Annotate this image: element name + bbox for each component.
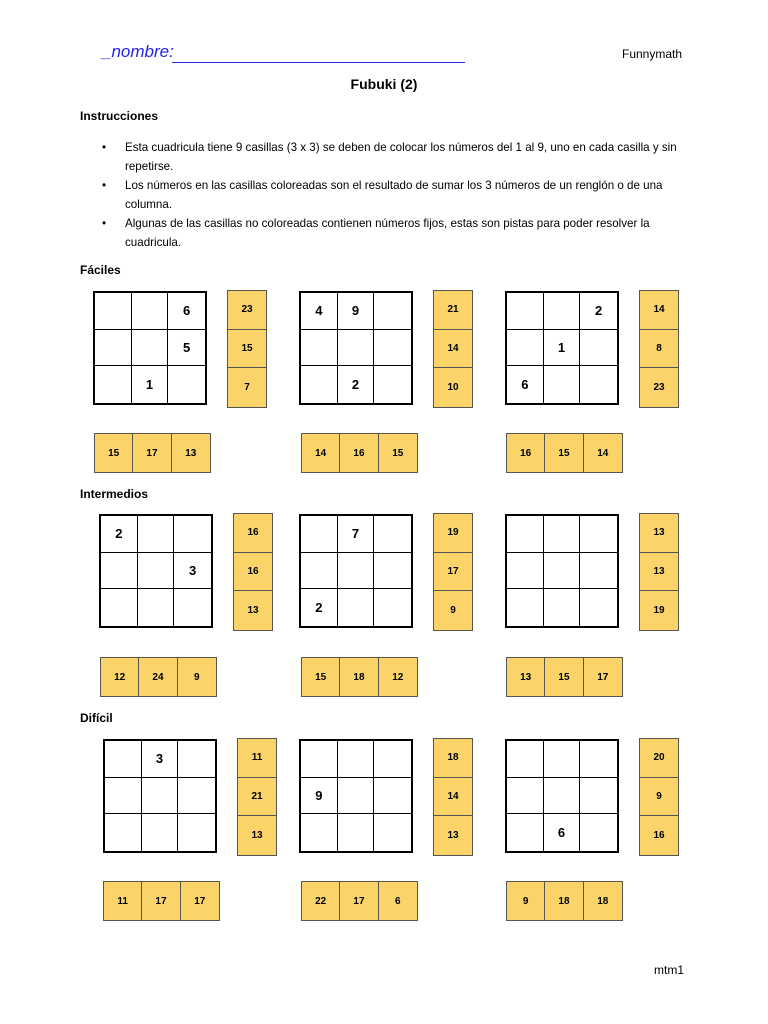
column-sum-box: 15 [379, 434, 417, 472]
grid-cell[interactable] [301, 330, 338, 367]
grid-cell[interactable] [178, 778, 215, 815]
column-sums [301, 881, 418, 921]
row-sum-box: 15 [228, 330, 266, 369]
grid-cell[interactable]: 3 [142, 741, 179, 778]
grid-cell[interactable]: 6 [507, 366, 544, 403]
grid-cell[interactable] [178, 814, 215, 851]
column-sum-box: 6 [379, 882, 417, 920]
column-sum-box: 17 [133, 434, 171, 472]
grid-cell[interactable] [338, 330, 375, 367]
grid-cell[interactable] [178, 741, 215, 778]
grid-cell[interactable] [374, 814, 411, 851]
puzzle-grid [299, 739, 413, 853]
grid-cell[interactable]: 7 [338, 516, 375, 553]
row-sum-box: 7 [228, 368, 266, 407]
grid-cell[interactable] [142, 814, 179, 851]
column-sum-box: 16 [507, 434, 545, 472]
row-sum-box: 13 [238, 816, 276, 855]
column-sum-box: 17 [584, 658, 622, 696]
grid-cell[interactable]: 1 [132, 366, 169, 403]
grid-cell[interactable]: 4 [301, 293, 338, 330]
row-sums [433, 738, 473, 856]
row-sum-box: 21 [238, 778, 276, 817]
puzzle-grid [299, 514, 413, 628]
column-sums [301, 657, 418, 697]
grid-cell[interactable] [507, 589, 544, 626]
column-sum-box: 9 [507, 882, 545, 920]
row-sums [433, 290, 473, 408]
grid-cell[interactable] [132, 330, 169, 367]
grid-cell[interactable] [507, 778, 544, 815]
column-sum-box: 13 [172, 434, 210, 472]
grid-cell[interactable]: 6 [168, 293, 205, 330]
column-sum-box: 17 [181, 882, 219, 920]
row-sums [233, 513, 273, 631]
row-sum-box: 23 [640, 368, 678, 407]
grid-cell[interactable] [507, 516, 544, 553]
grid-cell[interactable]: 2 [301, 589, 338, 626]
grid-cell[interactable]: 3 [174, 553, 211, 590]
grid-cell[interactable] [338, 553, 375, 590]
name-label: _nombre: [102, 42, 174, 61]
grid-cell[interactable] [544, 741, 581, 778]
column-sum-box: 24 [139, 658, 177, 696]
section-heading: Intermedios [80, 487, 149, 501]
row-sum-box: 16 [640, 816, 678, 855]
footer-code: mtm1 [654, 963, 684, 977]
instruction-item: • Algunas de las casillas no coloreadas contienen números fijos, estas son pistas para poder resolver la cuadricula. [80, 214, 690, 252]
grid-cell[interactable] [374, 553, 411, 590]
row-sum-box: 13 [434, 816, 472, 855]
grid-cell[interactable] [580, 778, 617, 815]
grid-cell[interactable] [580, 589, 617, 626]
grid-cell[interactable] [544, 293, 581, 330]
column-sums [103, 881, 220, 921]
grid-cell[interactable] [101, 553, 138, 590]
column-sum-box: 13 [507, 658, 545, 696]
grid-cell[interactable] [507, 814, 544, 851]
grid-cell[interactable] [544, 589, 581, 626]
row-sum-box: 16 [234, 514, 272, 553]
name-underline [172, 62, 465, 63]
grid-cell[interactable] [374, 741, 411, 778]
puzzle-grid [505, 514, 619, 628]
grid-cell[interactable] [132, 293, 169, 330]
grid-cell[interactable] [301, 366, 338, 403]
column-sums [94, 433, 211, 473]
grid-cell[interactable] [338, 778, 375, 815]
grid-cell[interactable]: 2 [580, 293, 617, 330]
row-sum-box: 18 [434, 739, 472, 778]
row-sum-box: 17 [434, 553, 472, 592]
grid-cell[interactable] [544, 516, 581, 553]
section-heading: Difícil [80, 711, 113, 725]
grid-cell[interactable] [105, 814, 142, 851]
grid-cell[interactable] [544, 553, 581, 590]
row-sum-box: 14 [434, 330, 472, 369]
row-sum-box: 11 [238, 739, 276, 778]
grid-cell[interactable]: 9 [338, 293, 375, 330]
grid-cell[interactable]: 2 [338, 366, 375, 403]
grid-cell[interactable] [338, 741, 375, 778]
column-sum-box: 16 [340, 434, 378, 472]
column-sum-box: 14 [302, 434, 340, 472]
brand-label: Funnymath [622, 47, 683, 61]
grid-cell[interactable] [507, 293, 544, 330]
grid-cell[interactable] [580, 516, 617, 553]
grid-cell[interactable] [138, 589, 175, 626]
grid-cell[interactable]: 2 [101, 516, 138, 553]
grid-cell[interactable] [374, 293, 411, 330]
row-sums [433, 513, 473, 631]
grid-cell[interactable] [138, 553, 175, 590]
grid-cell[interactable] [95, 366, 132, 403]
row-sum-box: 14 [640, 291, 678, 330]
row-sum-box: 14 [434, 778, 472, 817]
column-sums [100, 657, 217, 697]
column-sum-box: 18 [340, 658, 378, 696]
row-sum-box: 9 [434, 591, 472, 630]
instructions-list [80, 138, 690, 252]
row-sums [227, 290, 267, 408]
column-sum-box: 15 [545, 658, 583, 696]
grid-cell[interactable] [301, 814, 338, 851]
grid-cell[interactable] [101, 589, 138, 626]
grid-cell[interactable]: 1 [544, 330, 581, 367]
grid-cell[interactable] [95, 330, 132, 367]
row-sum-box: 23 [228, 291, 266, 330]
row-sums [237, 738, 277, 856]
row-sum-box: 19 [640, 591, 678, 630]
row-sum-box: 19 [434, 514, 472, 553]
grid-cell[interactable] [105, 778, 142, 815]
puzzle-grid [505, 739, 619, 853]
grid-cell[interactable] [95, 293, 132, 330]
column-sum-box: 12 [379, 658, 417, 696]
grid-cell[interactable]: 5 [168, 330, 205, 367]
puzzle-grid [505, 291, 619, 405]
grid-cell[interactable] [142, 778, 179, 815]
row-sum-box: 21 [434, 291, 472, 330]
grid-cell[interactable] [580, 553, 617, 590]
column-sum-box: 17 [340, 882, 378, 920]
grid-cell[interactable] [374, 589, 411, 626]
grid-cell[interactable] [374, 778, 411, 815]
grid-cell[interactable] [301, 741, 338, 778]
row-sum-box: 8 [640, 330, 678, 369]
row-sums [639, 513, 679, 631]
column-sum-box: 14 [584, 434, 622, 472]
grid-cell[interactable] [338, 589, 375, 626]
column-sums [506, 433, 623, 473]
column-sum-box: 22 [302, 882, 340, 920]
row-sum-box: 20 [640, 739, 678, 778]
puzzle-grid [93, 291, 207, 405]
grid-cell[interactable] [544, 778, 581, 815]
grid-cell[interactable] [580, 366, 617, 403]
column-sum-box: 12 [101, 658, 139, 696]
instruction-item: • Los números en las casillas coloreadas son el resultado de sumar los 3 números de un renglón o de una columna. [80, 176, 690, 214]
column-sum-box: 11 [104, 882, 142, 920]
grid-cell[interactable] [138, 516, 175, 553]
grid-cell[interactable] [301, 553, 338, 590]
row-sums [639, 738, 679, 856]
grid-cell[interactable]: 6 [544, 814, 581, 851]
column-sum-box: 15 [95, 434, 133, 472]
column-sums [301, 433, 418, 473]
column-sum-box: 15 [302, 658, 340, 696]
grid-cell[interactable] [174, 516, 211, 553]
row-sum-box: 13 [640, 514, 678, 553]
row-sum-box: 16 [234, 553, 272, 592]
grid-cell[interactable] [544, 366, 581, 403]
puzzle-grid [99, 514, 213, 628]
puzzle-grid [299, 291, 413, 405]
column-sums [506, 881, 623, 921]
column-sum-box: 9 [178, 658, 216, 696]
grid-cell[interactable] [580, 814, 617, 851]
row-sums [639, 290, 679, 408]
grid-cell[interactable] [580, 741, 617, 778]
column-sum-box: 18 [545, 882, 583, 920]
grid-cell[interactable]: 9 [301, 778, 338, 815]
row-sum-box: 13 [234, 591, 272, 630]
column-sum-box: 15 [545, 434, 583, 472]
grid-cell[interactable] [580, 330, 617, 367]
row-sum-box: 9 [640, 778, 678, 817]
grid-cell[interactable] [301, 516, 338, 553]
grid-cell[interactable] [374, 516, 411, 553]
grid-cell[interactable] [507, 553, 544, 590]
grid-cell[interactable] [374, 366, 411, 403]
grid-cell[interactable] [174, 589, 211, 626]
column-sum-box: 17 [142, 882, 180, 920]
grid-cell[interactable] [105, 741, 142, 778]
column-sums [506, 657, 623, 697]
row-sum-box: 13 [640, 553, 678, 592]
grid-cell[interactable] [168, 366, 205, 403]
column-sum-box: 18 [584, 882, 622, 920]
section-heading: Fáciles [80, 263, 121, 277]
grid-cell[interactable] [374, 330, 411, 367]
row-sum-box: 10 [434, 368, 472, 407]
page-title: Fubuki (2) [350, 76, 418, 92]
grid-cell[interactable] [507, 330, 544, 367]
grid-cell[interactable] [507, 741, 544, 778]
instruction-item: • Esta cuadricula tiene 9 casillas (3 x 3) se deben de colocar los números del 1 al 9, uno en cada casilla y sin repetirse. [80, 138, 690, 176]
grid-cell[interactable] [338, 814, 375, 851]
instructions-heading: Instrucciones [80, 109, 159, 123]
puzzle-grid [103, 739, 217, 853]
